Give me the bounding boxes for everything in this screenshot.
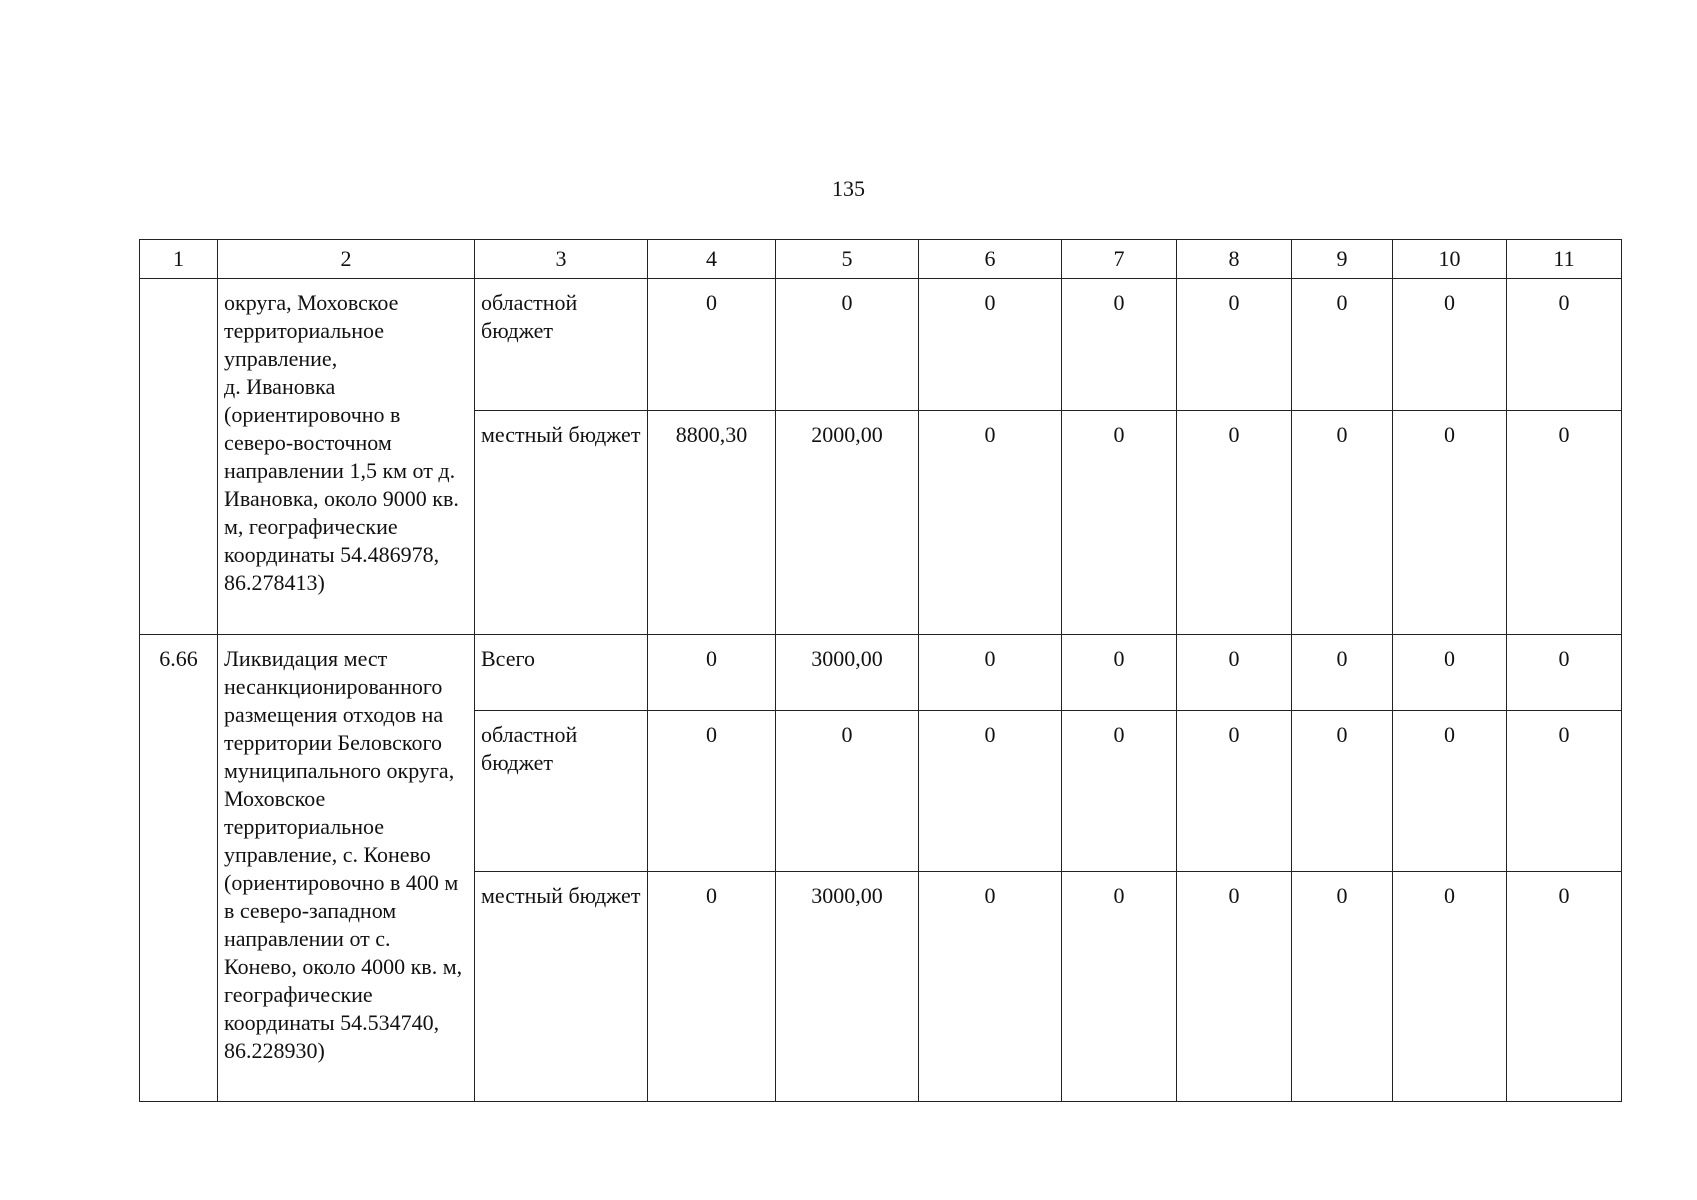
value-cell: 0: [1177, 279, 1292, 411]
value-cell: 0: [1507, 872, 1622, 1102]
page-number: 135: [832, 176, 865, 201]
table-row: [140, 635, 1622, 711]
value-cell: 0: [648, 711, 776, 872]
item-description: округа, Моховское территориальное управление, д. Ивановка (ориентировочно в северо-восточном направлении 1,5 км от д. Ивановка, около 9000 кв. м, географические координаты 54.486978, 86.278413): [218, 279, 475, 635]
value-cell: 0: [1177, 711, 1292, 872]
header-cell: 6: [919, 240, 1062, 279]
header-cell: 3: [475, 240, 648, 279]
funding-source: местный бюджет: [475, 872, 648, 1102]
value-cell: 0: [1393, 872, 1507, 1102]
funding-source: областной бюджет: [475, 279, 648, 411]
value-cell: 0: [1292, 872, 1393, 1102]
item-number: 6.66: [140, 635, 218, 1102]
value-cell: 0: [1177, 411, 1292, 635]
value-cell: 0: [1507, 279, 1622, 411]
value-cell: 8800,30: [648, 411, 776, 635]
funding-source: областной бюджет: [475, 711, 648, 872]
value-cell: 0: [919, 411, 1062, 635]
value-cell: 0: [1292, 279, 1393, 411]
value-cell: 0: [1393, 411, 1507, 635]
header-cell: 7: [1062, 240, 1177, 279]
value-cell: 0: [919, 635, 1062, 711]
funding-source: Всего: [475, 635, 648, 711]
table-row: [140, 279, 1622, 411]
header-cell: 9: [1292, 240, 1393, 279]
header-cell: 2: [218, 240, 475, 279]
value-cell: 0: [1292, 711, 1393, 872]
value-cell: 3000,00: [776, 872, 919, 1102]
value-cell: 0: [776, 711, 919, 872]
header-cell: 1: [140, 240, 218, 279]
value-cell: 0: [1393, 635, 1507, 711]
value-cell: 0: [919, 711, 1062, 872]
value-cell: 3000,00: [776, 635, 919, 711]
value-cell: 0: [1292, 411, 1393, 635]
header-cell: 10: [1393, 240, 1507, 279]
item-number: [140, 279, 218, 635]
value-cell: 0: [648, 635, 776, 711]
value-cell: 0: [1062, 411, 1177, 635]
value-cell: 0: [1062, 279, 1177, 411]
value-cell: 0: [919, 279, 1062, 411]
value-cell: 0: [1177, 635, 1292, 711]
item-description: Ликвидация мест несанкционированного размещения отходов на территории Беловского муниципального округа, Моховское территориальное управление, с. Конево (ориентировочно в 400 м в северо-западном направлении от с. Конево, около 4000 кв. м, географические координаты 54.534740, 86.228930): [218, 635, 475, 1102]
value-cell: 0: [1062, 635, 1177, 711]
header-cell: 4: [648, 240, 776, 279]
value-cell: 0: [1062, 872, 1177, 1102]
value-cell: 0: [1062, 711, 1177, 872]
value-cell: 0: [1507, 411, 1622, 635]
value-cell: 0: [648, 872, 776, 1102]
value-cell: 0: [1507, 635, 1622, 711]
value-cell: 0: [919, 872, 1062, 1102]
value-cell: 2000,00: [776, 411, 919, 635]
budget-table: [139, 239, 1622, 1102]
funding-source: местный бюджет: [475, 411, 648, 635]
header-cell: 11: [1507, 240, 1622, 279]
value-cell: 0: [1292, 635, 1393, 711]
value-cell: 0: [1393, 711, 1507, 872]
value-cell: 0: [776, 279, 919, 411]
value-cell: 0: [1177, 872, 1292, 1102]
header-row: [140, 240, 1622, 279]
value-cell: 0: [1393, 279, 1507, 411]
value-cell: 0: [648, 279, 776, 411]
value-cell: 0: [1507, 711, 1622, 872]
header-cell: 5: [776, 240, 919, 279]
header-cell: 8: [1177, 240, 1292, 279]
